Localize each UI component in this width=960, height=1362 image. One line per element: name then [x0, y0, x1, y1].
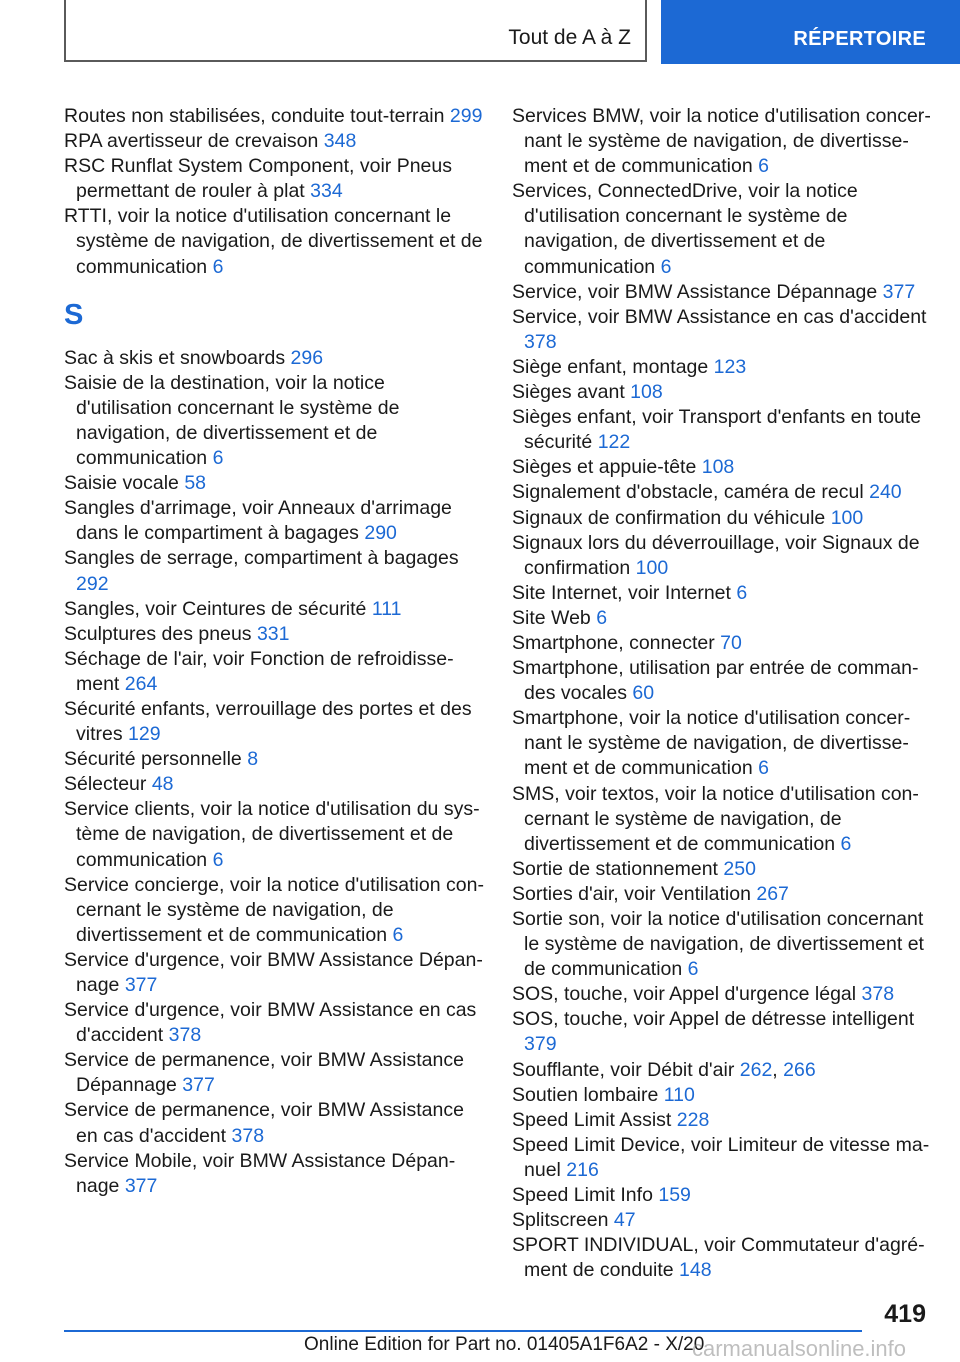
page-reference-link[interactable]: 58 — [184, 472, 207, 495]
page-ref-separator: , — [772, 1058, 784, 1081]
index-entry-text: Sièges et appuie-tête — [512, 456, 702, 479]
active-tab-repertoire[interactable] — [661, 0, 960, 64]
index-entry-text: Smartphone, voir la notice d'utilisation concernant le système de navigation, de divertissement et de communication — [512, 707, 911, 780]
index-entry-text: Sièges avant — [512, 381, 631, 404]
page-reference-link[interactable]: 377 — [882, 280, 916, 303]
index-entry — [64, 948, 484, 998]
index-entry-text: RSC Runflat System Component, voir Pneus permettant de rouler à plat — [64, 155, 453, 203]
index-entry — [512, 606, 932, 631]
index-entry — [512, 1083, 932, 1108]
index-entry-text: Sélecteur — [64, 773, 152, 796]
index-entry-text: Service clients, voir la notice d'utilisation du système de navigation, de divertissement et de communication — [64, 798, 480, 871]
page-reference-link[interactable]: 6 — [212, 848, 224, 871]
page-reference-link[interactable]: 100 — [830, 506, 864, 529]
page-reference-link[interactable]: 267 — [756, 882, 789, 905]
index-entry — [64, 622, 484, 647]
index-entry — [512, 1007, 932, 1057]
index-entry-text: Speed Limit Assist — [512, 1108, 677, 1131]
index-entry-text: Service de permanence, voir BMW Assistance en cas d'accident — [64, 1099, 464, 1147]
index-entry-text: Siège enfant, montage — [512, 355, 714, 378]
index-entry-text: Speed Limit Device, voir Limiteur de vitesse manuel — [512, 1133, 930, 1181]
page-reference-link[interactable]: 334 — [310, 180, 343, 203]
index-entry — [64, 998, 484, 1048]
index-entry-text: Saisie de la destination, voir la notice d'utilisation concernant le système de navigation, de divertissement et de communication — [64, 371, 400, 470]
page-reference-link[interactable]: 60 — [632, 682, 655, 705]
index-entry — [512, 706, 932, 781]
page-reference-link[interactable]: 110 — [663, 1083, 695, 1106]
index-entry — [512, 405, 932, 455]
index-entry-text: Service de permanence, voir BMW Assistance Dépannage — [64, 1049, 464, 1097]
page-reference-link[interactable]: 216 — [566, 1158, 599, 1181]
page-reference-link[interactable]: 6 — [758, 155, 769, 178]
index-entry — [512, 455, 932, 480]
page-reference-link[interactable]: 377 — [182, 1074, 215, 1097]
index-entry — [64, 772, 484, 797]
index-entry-text: Service, voir BMW Assistance Dépannage — [512, 280, 883, 303]
page-reference-link[interactable]: 48 — [151, 773, 174, 796]
page-reference-link[interactable]: 264 — [124, 672, 158, 695]
page-reference-link[interactable]: 6 — [392, 923, 404, 946]
page-reference-link[interactable]: 129 — [128, 723, 161, 746]
index-column-right — [512, 104, 932, 1283]
index-entry — [64, 371, 484, 471]
index-entry-text: Speed Limit Info — [512, 1184, 659, 1207]
index-entry-text: Site Internet, voir Internet — [512, 581, 737, 604]
index-entry-text: Séchage de l'air, voir Fonction de refroidissement — [64, 647, 454, 695]
index-entry-text: Sorties d'air, voir Ventilation — [512, 882, 757, 905]
index-entry-text: SOS, touche, voir Appel d'urgence légal — [512, 983, 862, 1006]
index-entry — [64, 496, 484, 546]
index-entry-text: Sangles de serrage, compartiment à bagages — [64, 547, 459, 570]
index-entry — [64, 747, 484, 772]
index-entry — [512, 882, 932, 907]
page-reference-link[interactable]: 378 — [524, 330, 557, 353]
page-reference-link[interactable]: 111 — [371, 597, 402, 620]
index-entry — [512, 104, 932, 179]
page-reference-link[interactable]: 296 — [290, 346, 324, 369]
footer-divider — [64, 1330, 862, 1332]
index-column-left — [64, 104, 484, 1199]
page-reference-link[interactable]: 122 — [597, 431, 631, 454]
index-entry — [512, 982, 932, 1007]
index-entry — [64, 471, 484, 496]
page-reference-link[interactable]: 6 — [840, 832, 852, 855]
index-entry-text: Sécurité enfants, verrouillage des portes et des vitres — [64, 697, 472, 746]
page-reference-link[interactable]: 292 — [76, 572, 109, 595]
index-entry-text: Site Web — [512, 606, 597, 629]
index-entry-text: SOS, touche, voir Appel de détresse intelligent — [512, 1008, 915, 1031]
index-entry-text: Service d'urgence, voir BMW Assistance en cas d'accident — [64, 999, 477, 1047]
index-entry — [64, 129, 484, 154]
index-entry-text: SPORT INDIVIDUAL, voir Commutateur d'agrément de conduite — [512, 1234, 925, 1282]
page-reference-link[interactable]: 47 — [613, 1209, 636, 1232]
index-entry-text: SMS, voir textos, voir la notice d'utilisation concernant le système de navigation, de divertissement et de communication — [512, 782, 919, 855]
index-entry — [512, 581, 932, 606]
index-entry — [512, 531, 932, 581]
page-reference-link[interactable]: 378 — [861, 983, 895, 1006]
page-reference-link[interactable]: 100 — [635, 556, 669, 579]
page-reference-link[interactable]: 6 — [758, 757, 769, 780]
index-entry — [64, 204, 484, 279]
page-reference-link[interactable]: 6 — [212, 255, 224, 278]
index-entry-text: Sortie son, voir la notice d'utilisation concernant le système de navigation, de divertissement et de communication — [512, 908, 924, 981]
index-entry — [512, 656, 932, 706]
index-entry — [64, 546, 484, 596]
index-entry — [512, 857, 932, 882]
index-entry-text: RPA avertisseur de crevaison — [64, 130, 324, 153]
index-entry-text: Signaux de confirmation du véhicule — [512, 506, 831, 529]
index-entry — [64, 597, 484, 622]
index-entry-text: Sangles, voir Ceintures de sécurité — [64, 597, 372, 620]
page-reference-link[interactable]: 290 — [364, 522, 397, 545]
page-reference-link[interactable]: 6 — [596, 606, 608, 629]
index-entry-text: Sécurité personnelle — [64, 748, 248, 771]
page-reference-link[interactable]: 250 — [723, 857, 756, 880]
index-entry — [64, 797, 484, 872]
index-entry-text: Soufflante, voir Débit d'air — [512, 1058, 740, 1081]
index-entry-text: Service, voir BMW Assistance en cas d'accident — [512, 305, 927, 328]
watermark: carmanualsonline.info — [692, 1336, 907, 1361]
page-reference-link[interactable]: 262 — [739, 1058, 773, 1081]
index-entry — [512, 380, 932, 405]
page-reference-link[interactable]: 377 — [124, 974, 158, 996]
footer-edition-text: Online Edition for Part no. 01405A1F6A2 - X/20 — [304, 1334, 705, 1355]
index-entry — [512, 907, 932, 982]
index-entry-text: Sortie de stationnement — [512, 857, 724, 880]
index-entry — [512, 506, 932, 531]
page-reference-link[interactable]: 379 — [524, 1033, 557, 1056]
index-entry — [512, 355, 932, 380]
index-entry — [512, 480, 932, 505]
index-entry — [512, 179, 932, 279]
index-entry — [512, 305, 932, 355]
index-entry — [64, 1048, 484, 1098]
index-entry — [64, 154, 484, 204]
index-entry-text: Sculptures des pneus — [64, 622, 257, 645]
index-entry-text: Sièges enfant, voir Transport d'enfants en toute sécurité — [512, 406, 922, 454]
index-entry — [512, 280, 932, 305]
index-entry-text: RTTI, voir la notice d'utilisation concernant le système de navigation, de divertissement et de communication — [64, 205, 483, 278]
index-entry-text: Soutien lombaire — [512, 1083, 664, 1106]
page-reference-link[interactable]: 378 — [168, 1024, 202, 1047]
index-entry-text: Smartphone, connecter — [512, 631, 721, 654]
index-entry — [512, 631, 932, 656]
index-entry — [512, 1108, 932, 1133]
page-reference-link[interactable]: 331 — [256, 622, 290, 645]
index-entry — [512, 1208, 932, 1233]
index-entry — [64, 104, 484, 129]
index-entry-text: Smartphone, utilisation par entrée de commandes vocales — [512, 657, 919, 705]
page-reference-link[interactable]: 159 — [658, 1184, 691, 1207]
index-entry-text: Service Mobile, voir BMW Assistance Dépannage — [64, 1149, 456, 1197]
page-reference-link[interactable]: 378 — [231, 1124, 265, 1147]
index-entry-text: Splitscreen — [512, 1209, 614, 1232]
index-entry-text: Services BMW, voir la notice d'utilisation concernant le système de navigation, de divertissement et de communication — [512, 105, 931, 178]
index-entry-text: Routes non stabilisées, conduite tout-terrain — [64, 105, 450, 127]
index-entry — [64, 647, 484, 697]
index-entry-text: Signalement d'obstacle, caméra de recul — [512, 481, 870, 504]
page-header — [0, 0, 960, 64]
index-entry — [512, 1183, 932, 1208]
index-entry — [512, 782, 932, 857]
index-entry-text: Service d'urgence, voir BMW Assistance Dépannage — [64, 948, 483, 996]
page-reference-link[interactable]: 6 — [660, 255, 672, 278]
page-reference-link[interactable]: 240 — [869, 481, 902, 504]
active-tab-label: RÉPERTOIRE — [793, 28, 926, 50]
page-reference-link[interactable]: 6 — [736, 581, 748, 604]
page-reference-link[interactable]: 6 — [212, 447, 224, 470]
index-entry — [64, 346, 484, 371]
index-entry — [64, 1149, 484, 1199]
page-reference-link[interactable]: 299 — [449, 105, 483, 127]
index-entry-text: Saisie vocale — [64, 472, 185, 495]
page-reference-link[interactable]: 8 — [247, 748, 259, 771]
section-tab[interactable] — [64, 0, 647, 62]
index-letter-heading: S — [64, 298, 84, 331]
index-entry-text: Service concierge, voir la notice d'utilisation concernant le système de navigation, de divertissement et de communication — [64, 873, 484, 946]
index-entry-text: Signaux lors du déverrouillage, voir Signaux de confirmation — [512, 531, 920, 579]
index-entry-text: Services, ConnectedDrive, voir la notice d'utilisation concernant le système de navigation, de divertissement et de communication — [512, 180, 858, 278]
page-reference-link[interactable]: 148 — [679, 1259, 712, 1282]
page-reference-link[interactable]: 348 — [323, 130, 357, 153]
index-entry — [64, 1098, 484, 1148]
page-reference-link[interactable]: 108 — [701, 456, 735, 479]
page-reference-link[interactable]: 70 — [720, 631, 742, 654]
page-reference-link[interactable]: 266 — [783, 1058, 816, 1081]
page-number: 419 — [884, 1300, 926, 1328]
page-reference-link[interactable]: 123 — [713, 355, 747, 378]
section-tab-label: Tout de A à Z — [508, 26, 631, 49]
page-reference-link[interactable]: 377 — [124, 1174, 158, 1197]
index-entry-text: Sac à skis et snowboards — [64, 346, 291, 369]
index-entry — [512, 1058, 932, 1083]
page-reference-link[interactable]: 6 — [687, 958, 699, 981]
index-entry-text: Sangles d'arrimage, voir Anneaux d'arrimage dans le compartiment à bagages — [64, 497, 452, 545]
index-entry — [64, 873, 484, 948]
index-entry — [512, 1233, 932, 1283]
page-reference-link[interactable]: 108 — [630, 381, 663, 404]
index-entry — [512, 1133, 932, 1183]
index-entry — [64, 697, 484, 747]
page-reference-link[interactable]: 228 — [676, 1108, 710, 1131]
